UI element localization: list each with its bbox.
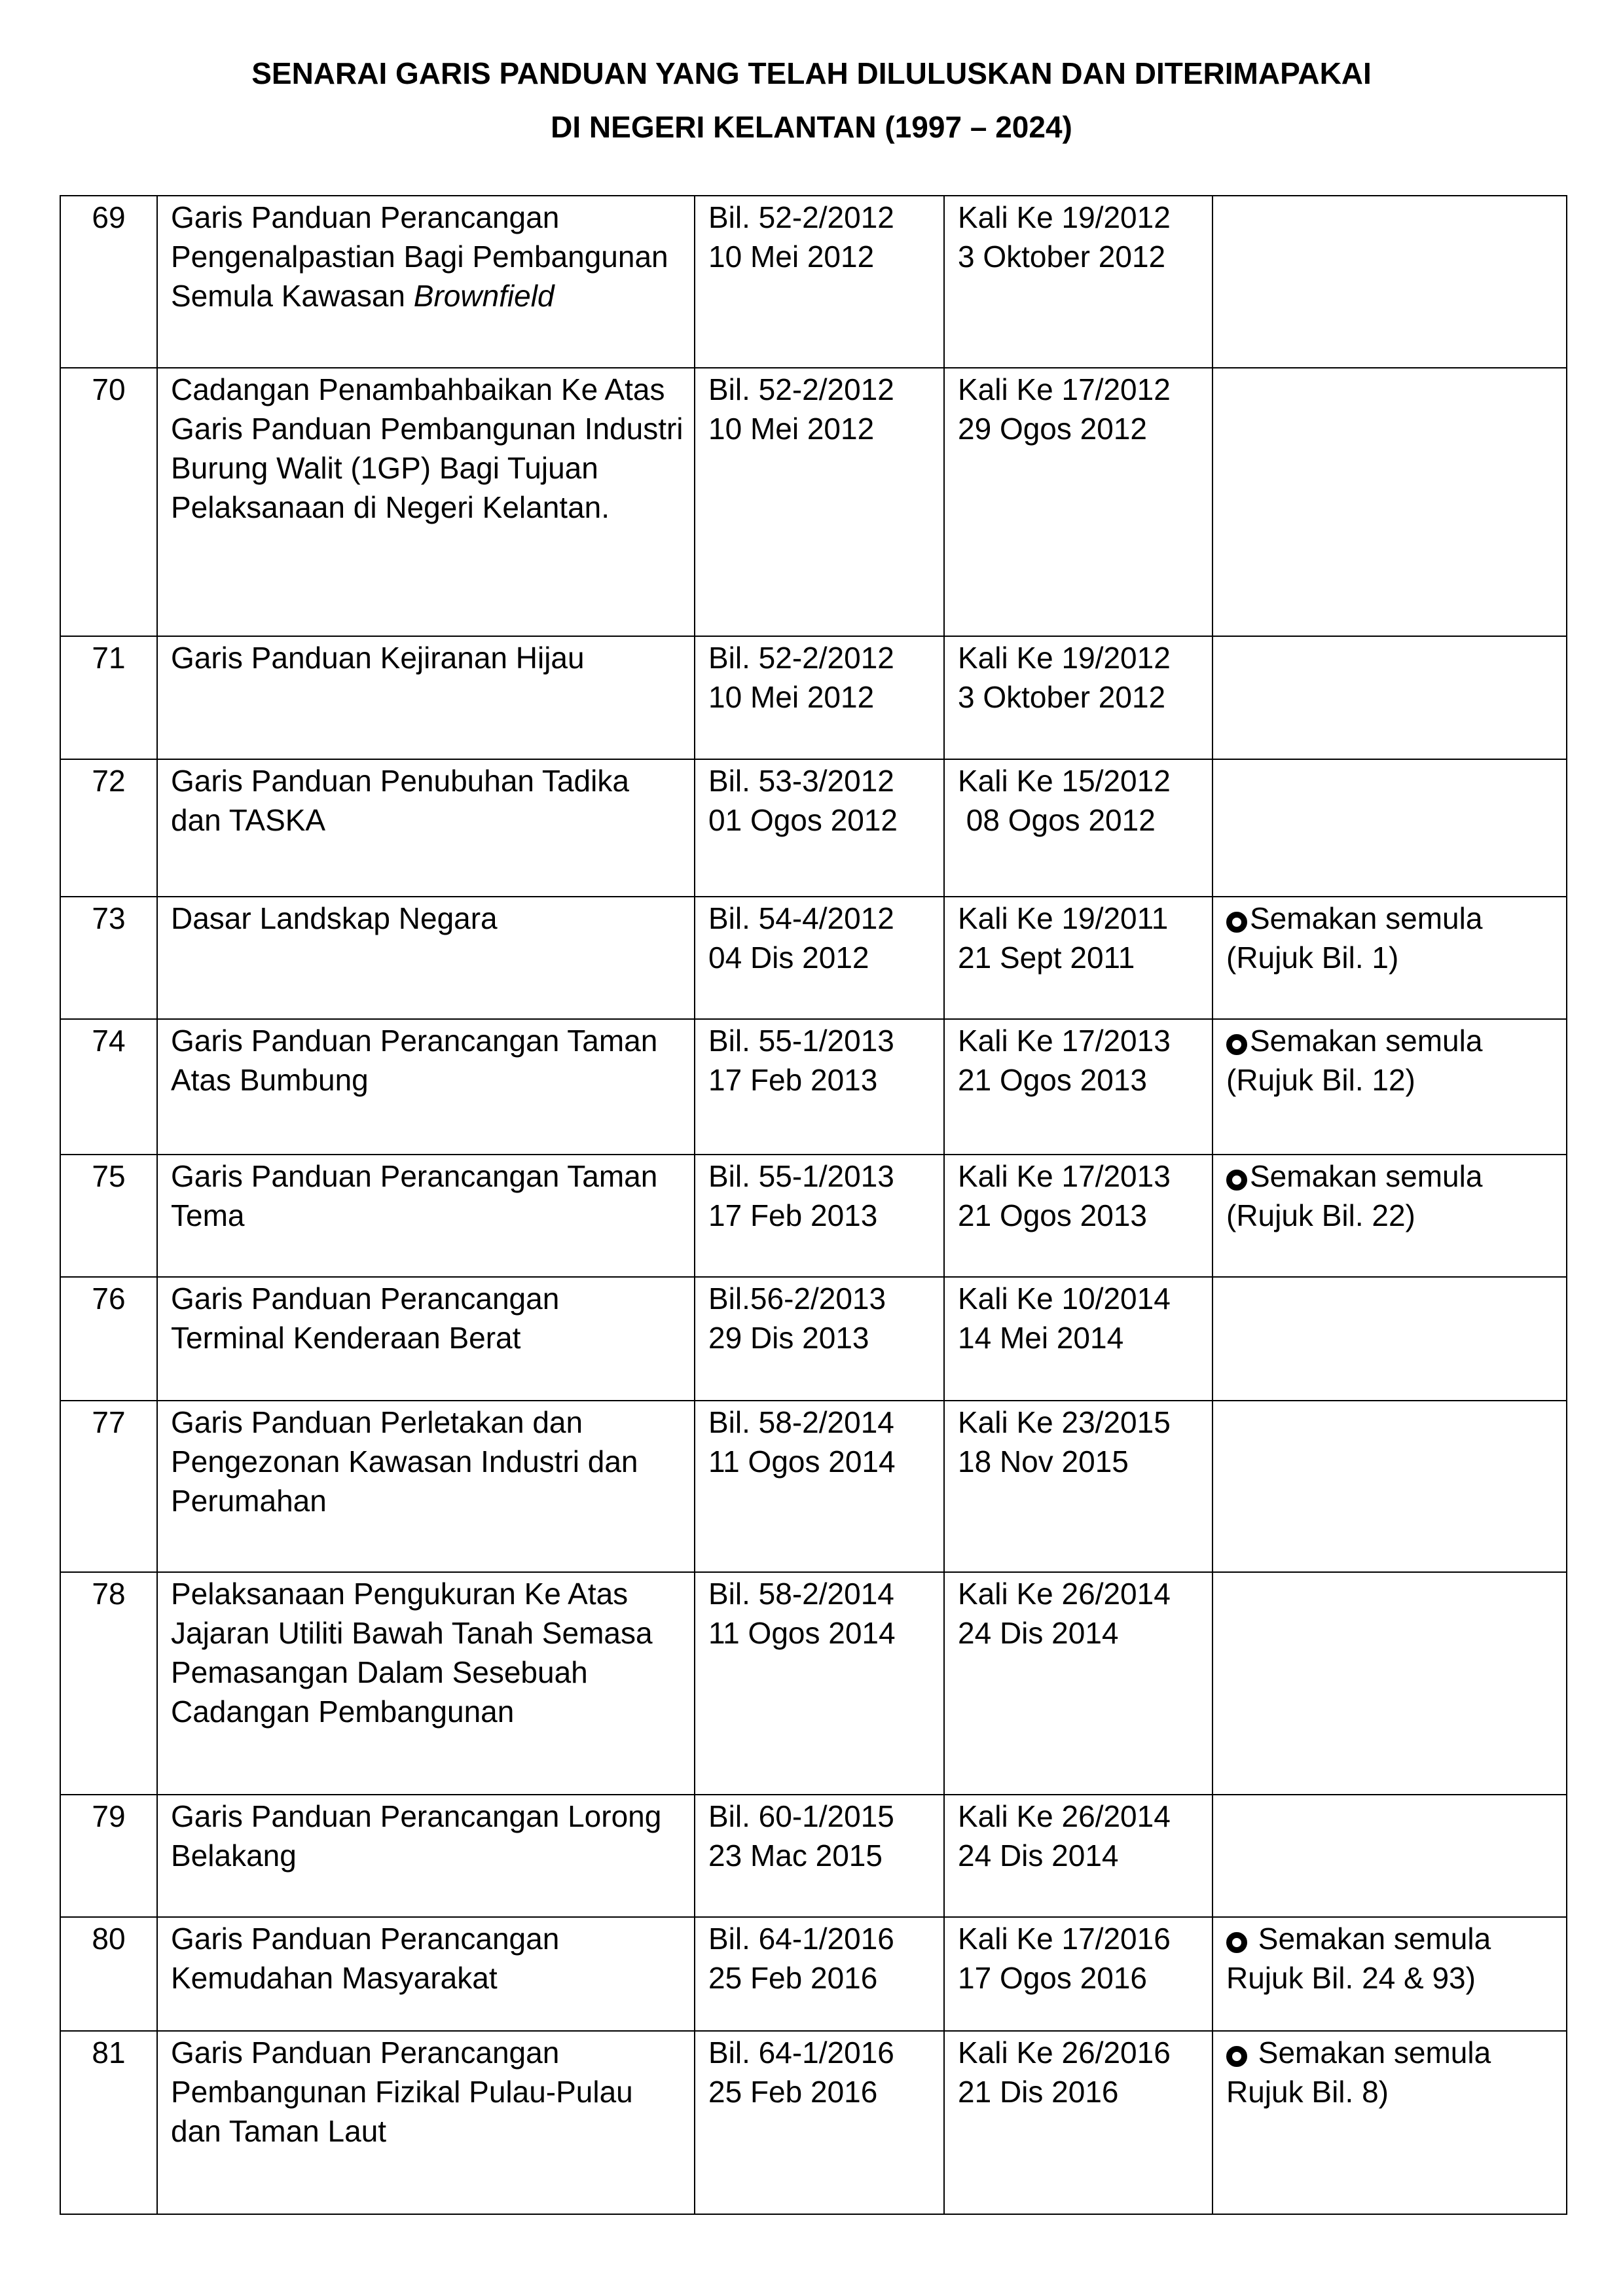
title-line: Garis Panduan Perletakan dan [171, 1405, 583, 1439]
kali-line: 17 Ogos 2016 [958, 1961, 1148, 1995]
remark-reference: (Rujuk Bil. 12) [1226, 1063, 1415, 1097]
remark-cell [1213, 2031, 1567, 2214]
table-row [60, 1917, 1567, 2031]
bil-line: 25 Feb 2016 [708, 1961, 878, 1995]
bil-line: 29 Dis 2013 [708, 1321, 869, 1355]
kali-ke-cell [944, 1572, 1213, 1795]
kali-line: 14 Mei 2014 [958, 1321, 1124, 1355]
bil-line: Bil. 60-1/2015 [708, 1799, 894, 1833]
remark-line [1226, 1021, 1553, 1060]
bil-line: 01 Ogos 2012 [708, 803, 898, 837]
circle-icon [1226, 912, 1247, 933]
guideline-title-cell [157, 1019, 695, 1155]
title-line: Cadangan Pembangunan [171, 1695, 515, 1729]
guidelines-table [60, 195, 1567, 2215]
title-line: dan Taman Laut [171, 2114, 387, 2148]
meeting-bil-cell [695, 1795, 944, 1917]
kali-line: Kali Ke 17/2012 [958, 372, 1171, 406]
row-number-cell: 71 [60, 636, 157, 759]
remark-text: Semakan semula [1250, 1024, 1483, 1058]
guideline-title-cell [157, 368, 695, 636]
bil-line: Bil. 52-2/2012 [708, 200, 894, 234]
table-row [60, 1572, 1567, 1795]
kali-line: 21 Ogos 2013 [958, 1063, 1148, 1097]
guideline-title-cell [157, 636, 695, 759]
title-line: Garis Panduan Kejiranan Hijau [171, 641, 585, 675]
kali-ke-cell [944, 759, 1213, 897]
kali-line: 24 Dis 2014 [958, 1616, 1119, 1650]
kali-ke-cell [944, 368, 1213, 636]
table-row [60, 1277, 1567, 1401]
bil-line: 10 Mei 2012 [708, 412, 875, 446]
meeting-bil-cell [695, 1401, 944, 1572]
title-line: Pemasangan Dalam Sesebuah [171, 1655, 588, 1689]
title-line: Garis Panduan Perancangan [171, 1922, 560, 1956]
title-line: Pelaksanaan Pengukuran Ke Atas [171, 1577, 629, 1611]
kali-ke-cell [944, 1155, 1213, 1277]
remark-cell [1213, 1917, 1567, 2031]
kali-line: Kali Ke 23/2015 [958, 1405, 1171, 1439]
table-row [60, 368, 1567, 636]
remark-cell [1213, 1155, 1567, 1277]
kali-line: Kali Ke 17/2016 [958, 1922, 1171, 1956]
kali-ke-cell [944, 1917, 1213, 2031]
meeting-bil-cell [695, 897, 944, 1019]
remark-reference: Rujuk Bil. 8) [1226, 2075, 1389, 2109]
remark-line [1226, 1157, 1553, 1196]
remark-text: Semakan semula [1250, 901, 1483, 935]
meeting-bil-cell [695, 1572, 944, 1795]
page-title: SENARAI GARIS PANDUAN YANG TELAH DILULUSKAN DAN DITERIMAPAKAI [251, 56, 1372, 90]
remark-cell [1213, 1572, 1567, 1795]
bil-line: Bil. 55-1/2013 [708, 1024, 894, 1058]
title-line: Garis Panduan Penubuhan Tadika [171, 764, 629, 798]
remark-cell [1213, 368, 1567, 636]
title-line: Tema [171, 1198, 245, 1232]
kali-line: 3 Oktober 2012 [958, 240, 1166, 274]
kali-line: 21 Sept 2011 [958, 941, 1135, 975]
guideline-title-cell [157, 2031, 695, 2214]
remark-line [1226, 1919, 1553, 1958]
title-line: Terminal Kenderaan Berat [171, 1321, 521, 1355]
bil-line: 10 Mei 2012 [708, 240, 875, 274]
bil-line: Bil. 54-4/2012 [708, 901, 894, 935]
guideline-title-cell [157, 1401, 695, 1572]
title-line: Cadangan Penambahbaikan Ke Atas [171, 372, 665, 406]
title-line: Garis Panduan Perancangan [171, 1282, 560, 1316]
kali-line: Kali Ke 10/2014 [958, 1282, 1171, 1316]
row-number-cell: 74 [60, 1019, 157, 1155]
guideline-title-cell [157, 1572, 695, 1795]
row-number-cell: 80 [60, 1917, 157, 2031]
kali-line: Kali Ke 19/2011 [958, 901, 1169, 935]
row-number-cell: 81 [60, 2031, 157, 2214]
kali-line: 29 Ogos 2012 [958, 412, 1148, 446]
bil-line: 11 Ogos 2014 [708, 1616, 896, 1650]
kali-line: Kali Ke 19/2012 [958, 200, 1171, 234]
table-row [60, 897, 1567, 1019]
kali-ke-cell [944, 1277, 1213, 1401]
title-line: Pembangunan Fizikal Pulau-Pulau [171, 2075, 633, 2109]
remark-text: Semakan semula [1250, 1159, 1483, 1193]
row-number-cell: 72 [60, 759, 157, 897]
meeting-bil-cell [695, 1155, 944, 1277]
remark-cell [1213, 1277, 1567, 1401]
title-line: dan TASKA [171, 803, 326, 837]
bil-line: 23 Mac 2015 [708, 1839, 883, 1873]
italic-term: Brownfield [413, 279, 555, 313]
remark-cell [1213, 897, 1567, 1019]
meeting-bil-cell [695, 1019, 944, 1155]
title-line: Belakang [171, 1839, 297, 1873]
remark-reference: (Rujuk Bil. 1) [1226, 941, 1399, 975]
meeting-bil-cell [695, 759, 944, 897]
kali-line: 21 Dis 2016 [958, 2075, 1119, 2109]
row-number-cell: 70 [60, 368, 157, 636]
bil-line: 11 Ogos 2014 [708, 1444, 896, 1479]
kali-line: Kali Ke 26/2016 [958, 2036, 1171, 2070]
row-number-cell: 76 [60, 1277, 157, 1401]
table-row [60, 759, 1567, 897]
remark-text: Semakan semula [1250, 2036, 1491, 2070]
row-number-cell: 73 [60, 897, 157, 1019]
table-row [60, 1019, 1567, 1155]
remark-reference: (Rujuk Bil. 22) [1226, 1198, 1415, 1232]
kali-line: Kali Ke 15/2012 [958, 764, 1171, 798]
table-row [60, 1401, 1567, 1572]
remark-line [1226, 899, 1553, 938]
meeting-bil-cell [695, 1917, 944, 2031]
guideline-title-cell [157, 759, 695, 897]
table-row [60, 2031, 1567, 2214]
bil-line: 17 Feb 2013 [708, 1063, 878, 1097]
bil-line: 10 Mei 2012 [708, 680, 875, 714]
title-line: Garis Panduan Perancangan Taman [171, 1159, 658, 1193]
guideline-title-cell [157, 1795, 695, 1917]
title-line: Garis Panduan Pembangunan Industri [171, 412, 684, 446]
circle-icon [1226, 1034, 1247, 1055]
bil-line: Bil. 58-2/2014 [708, 1577, 894, 1611]
page-subtitle: DI NEGERI KELANTAN (1997 – 2024) [551, 110, 1072, 144]
meeting-bil-cell [695, 636, 944, 759]
bil-line: 17 Feb 2013 [708, 1198, 878, 1232]
kali-ke-cell [944, 636, 1213, 759]
remark-reference: Rujuk Bil. 24 & 93) [1226, 1961, 1476, 1995]
row-number-cell: 77 [60, 1401, 157, 1572]
circle-icon [1226, 2046, 1247, 2067]
remark-cell [1213, 196, 1567, 368]
bil-line: Bil. 52-2/2012 [708, 372, 894, 406]
kali-ke-cell [944, 1795, 1213, 1917]
table-row [60, 196, 1567, 368]
title-line: Semula Kawasan Brownfield [171, 279, 555, 313]
row-number-cell: 69 [60, 196, 157, 368]
title-line: Pelaksanaan di Negeri Kelantan. [171, 490, 610, 524]
row-number-cell: 78 [60, 1572, 157, 1795]
kali-ke-cell [944, 2031, 1213, 2214]
title-line: Atas Bumbung [171, 1063, 369, 1097]
kali-ke-cell [944, 897, 1213, 1019]
table-row [60, 1795, 1567, 1917]
bil-line: Bil. 64-1/2016 [708, 1922, 894, 1956]
meeting-bil-cell [695, 368, 944, 636]
remark-cell [1213, 1795, 1567, 1917]
remark-cell [1213, 1401, 1567, 1572]
kali-line: 24 Dis 2014 [958, 1839, 1119, 1873]
kali-line: 21 Ogos 2013 [958, 1198, 1148, 1232]
guideline-title-cell [157, 1277, 695, 1401]
table-row [60, 1155, 1567, 1277]
guideline-title-cell [157, 1917, 695, 2031]
title-line: Garis Panduan Perancangan [171, 2036, 560, 2070]
kali-ke-cell [944, 1401, 1213, 1572]
bil-line: Bil. 64-1/2016 [708, 2036, 894, 2070]
title-line: Garis Panduan Perancangan Taman [171, 1024, 658, 1058]
title-line: Burung Walit (1GP) Bagi Tujuan [171, 451, 598, 485]
meeting-bil-cell [695, 2031, 944, 2214]
guideline-title-cell [157, 897, 695, 1019]
remark-cell [1213, 1019, 1567, 1155]
guideline-title-cell [157, 196, 695, 368]
kali-line: 18 Nov 2015 [958, 1444, 1129, 1479]
meeting-bil-cell [695, 196, 944, 368]
bil-line: 04 Dis 2012 [708, 941, 869, 975]
circle-icon [1226, 1932, 1247, 1953]
kali-line: Kali Ke 19/2012 [958, 641, 1171, 675]
kali-line: 3 Oktober 2012 [958, 680, 1166, 714]
kali-ke-cell [944, 1019, 1213, 1155]
kali-ke-cell [944, 196, 1213, 368]
title-line: Garis Panduan Perancangan Lorong [171, 1799, 662, 1833]
kali-line: Kali Ke 17/2013 [958, 1024, 1171, 1058]
remark-text: Semakan semula [1250, 1922, 1491, 1956]
kali-line: Kali Ke 26/2014 [958, 1577, 1171, 1611]
remark-cell [1213, 636, 1567, 759]
kali-line: Kali Ke 17/2013 [958, 1159, 1171, 1193]
title-line: Kemudahan Masyarakat [171, 1961, 498, 1995]
kali-line: Kali Ke 26/2014 [958, 1799, 1171, 1833]
remark-line [1226, 2033, 1553, 2072]
bil-line: Bil. 52-2/2012 [708, 641, 894, 675]
bil-line: Bil. 53-3/2012 [708, 764, 894, 798]
kali-line: 08 Ogos 2012 [958, 803, 1156, 837]
title-line: Dasar Landskap Negara [171, 901, 498, 935]
meeting-bil-cell [695, 1277, 944, 1401]
table-row [60, 636, 1567, 759]
bil-line: 25 Feb 2016 [708, 2075, 878, 2109]
bil-line: Bil.56-2/2013 [708, 1282, 886, 1316]
row-number-cell: 75 [60, 1155, 157, 1277]
circle-icon [1226, 1170, 1247, 1191]
title-line: Garis Panduan Perancangan [171, 200, 560, 234]
bil-line: Bil. 55-1/2013 [708, 1159, 894, 1193]
title-line: Pengenalpastian Bagi Pembangunan [171, 240, 668, 274]
guideline-title-cell [157, 1155, 695, 1277]
title-line: Perumahan [171, 1484, 327, 1518]
title-line: Pengezonan Kawasan Industri dan [171, 1444, 638, 1479]
remark-cell [1213, 759, 1567, 897]
bil-line: Bil. 58-2/2014 [708, 1405, 894, 1439]
title-line: Jajaran Utiliti Bawah Tanah Semasa [171, 1616, 653, 1650]
row-number-cell: 79 [60, 1795, 157, 1917]
